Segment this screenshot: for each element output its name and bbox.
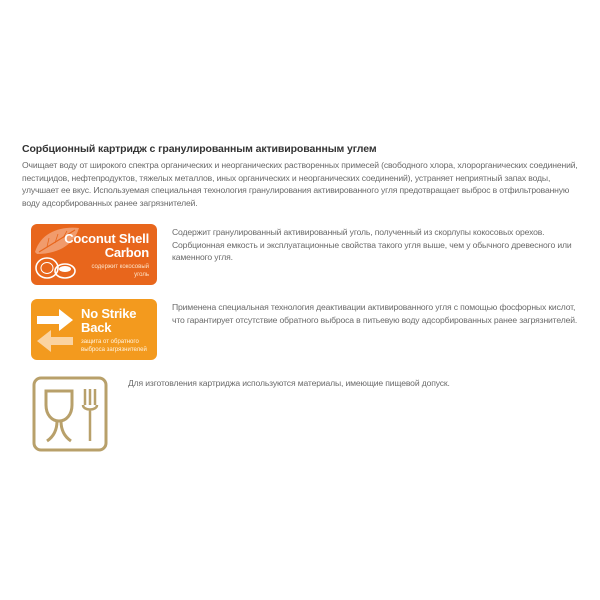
food-safe-description: Для изготовления картриджа используются материалы, имеющие пищевой допуск. xyxy=(128,378,450,388)
intro-paragraph: Очищает воду от широкого спектра органических и неорганических растворенных примесей (свободного хлора, хлорорганических соединений, пестицидов, нефтепродуктов, тяжелых металлов, иных органических и неорганических соединений), устраняет неприятный запах воды, улучшает ее вкус. Используемая специальная технология гранулирования активированного угля предотвращает выброс в отфильтрованную воду адсорбированных ранее загрязнителей. xyxy=(22,160,578,208)
badge-title: No Strike Back xyxy=(81,306,137,335)
badge-subtitle: защита от обратного выброса загрязнителей xyxy=(81,339,147,353)
coconut-shell-carbon-badge xyxy=(31,224,157,285)
badge-title: Coconut Shell Carbon xyxy=(64,231,149,260)
food-safe-glass-fork-icon xyxy=(31,375,109,453)
badge-subtitle: содержит кокосовый уголь xyxy=(91,264,149,278)
no-strike-back-badge xyxy=(31,299,157,360)
coconut-description: Содержит гранулированный активированный уголь, полученный из скорлупы кокосовых орехов. Сорбционная емкость и эксплуатационные свойства такого угля выше, чем у обычного древесного или каменного угля. xyxy=(172,227,572,262)
section-title: Сорбционный картридж с гранулированным активированным углем xyxy=(22,143,377,155)
no-strike-back-description: Применена специальная технология деактивации активированного угля с помощью фосфорных кислот, что гарантирует отсутствие обратного выброса в питьевую воду адсорбированных ранее загрязнителей. xyxy=(172,302,578,325)
